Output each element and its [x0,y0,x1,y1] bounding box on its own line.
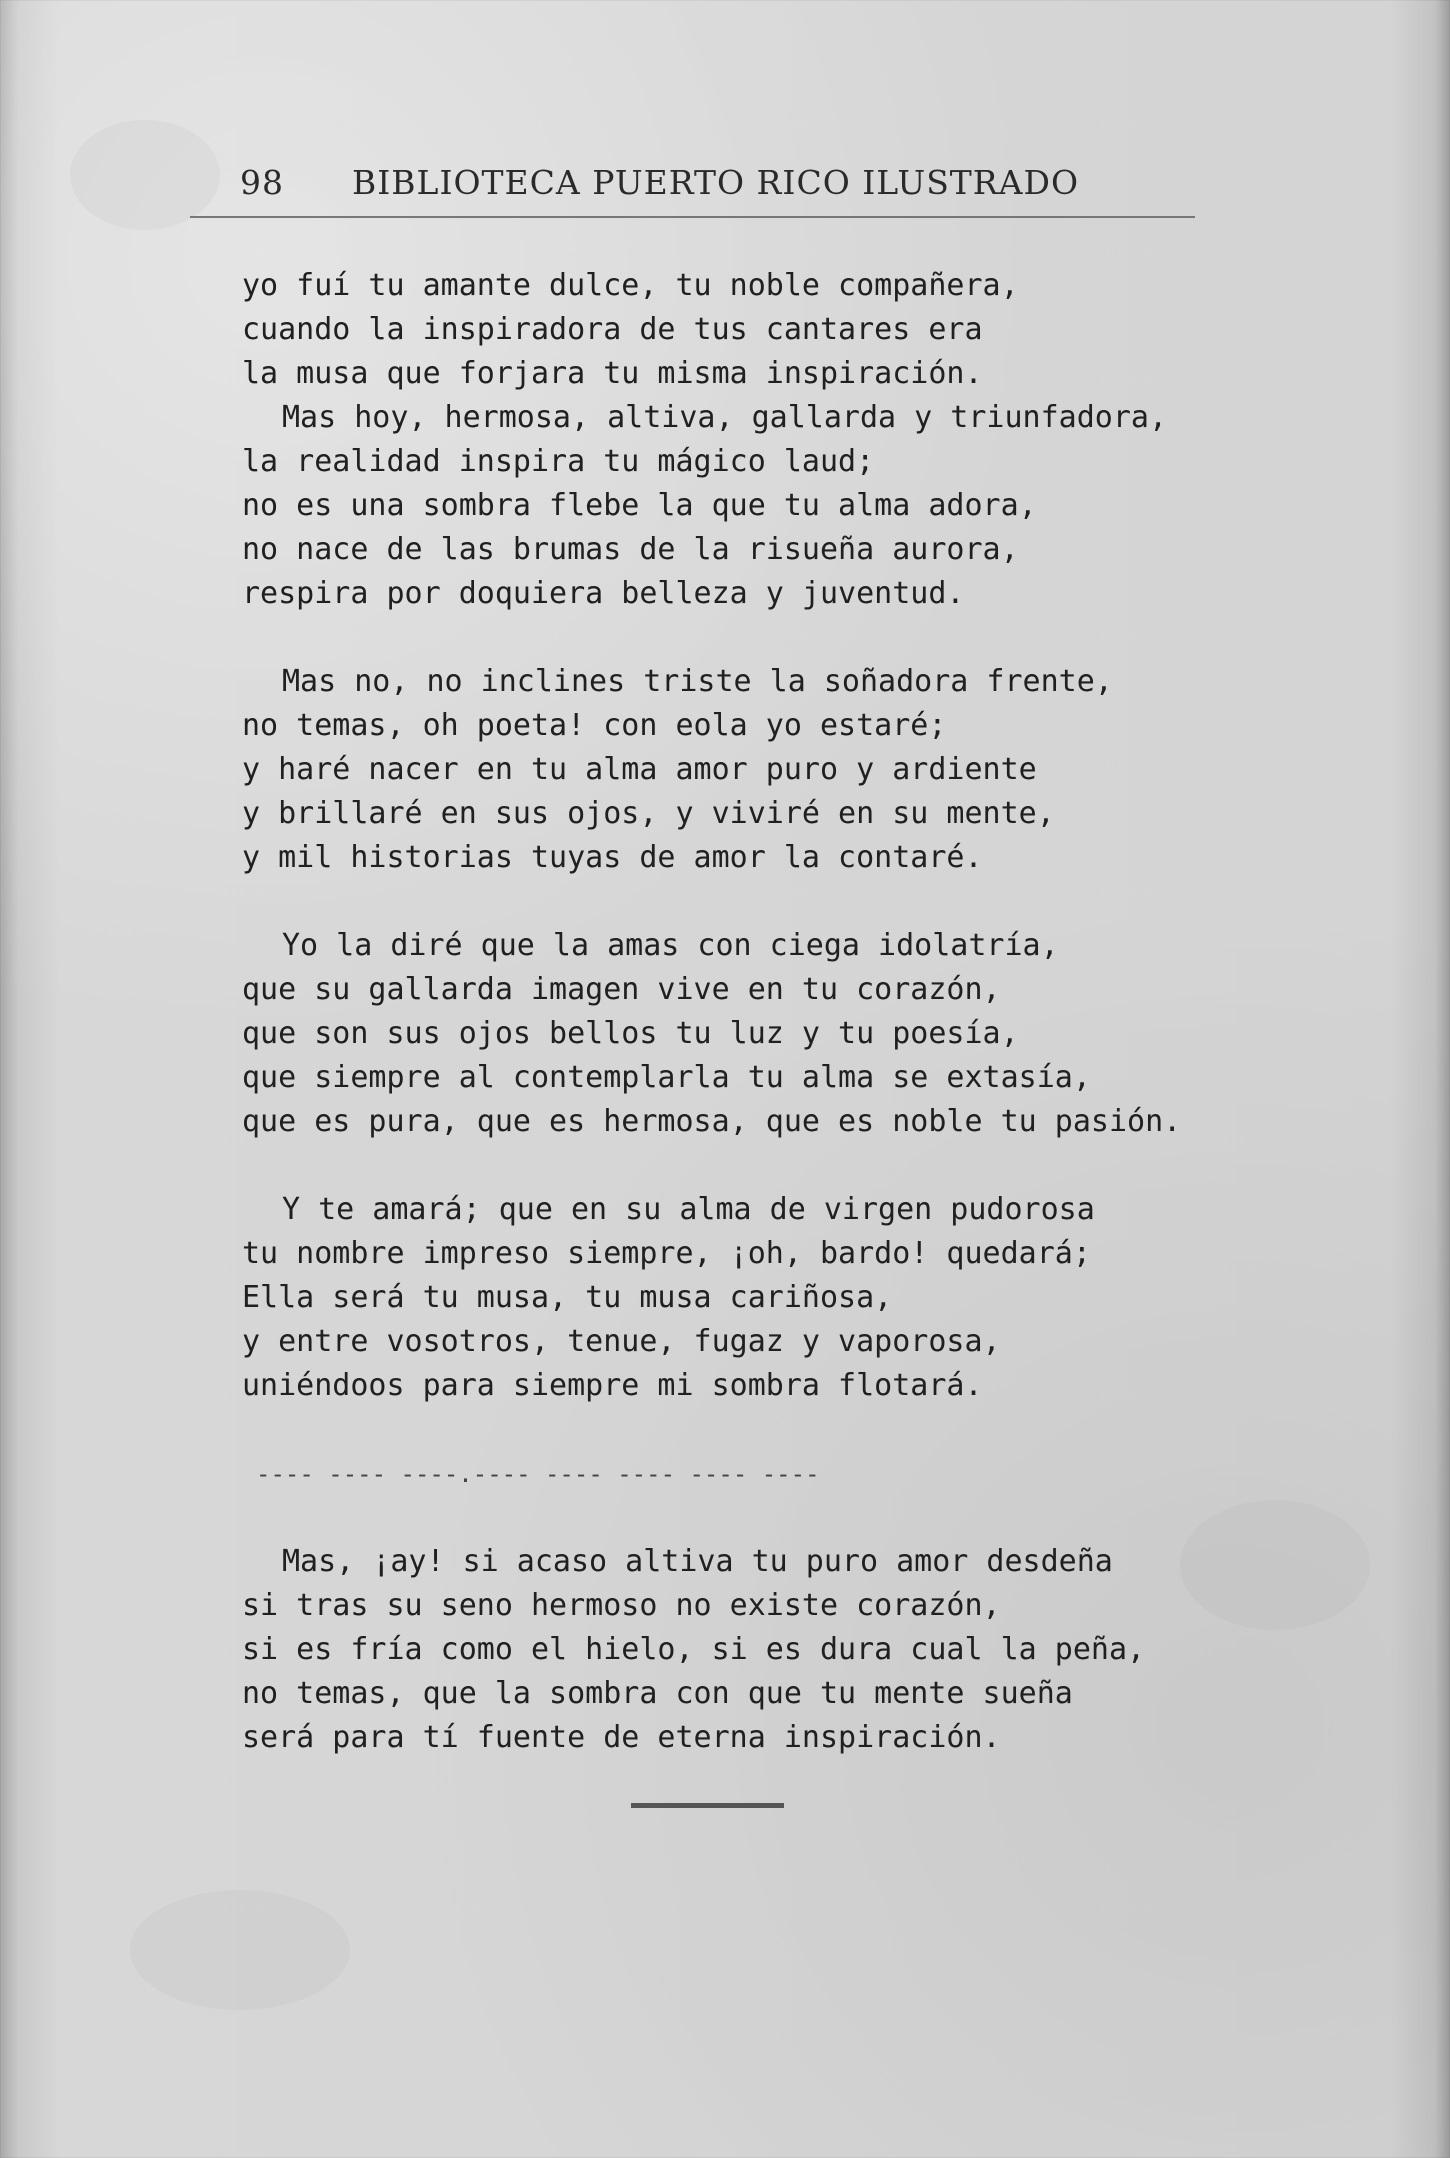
poem-line: si tras su seno hermoso no existe corazón, [242,1588,1001,1623]
poem-line: si es fría como el hielo, si es dura cual la peña, [242,1632,1146,1667]
poem-line: la musa que forjara tu misma inspiración. [242,356,983,391]
page-header [240,163,1160,202]
dashed-separator: ---- ---- ----.---- ---- ---- ---- ---- [256,1460,820,1488]
poem-line: que son sus ojos bellos tu luz y tu poesía, [242,1016,1019,1051]
poem-line: Mas hoy, hermosa, altiva, gallarda y triunfadora, [282,400,1168,435]
paper-spot [130,1890,350,2010]
poem-line: que siempre al contemplarla tu alma se extasía, [242,1060,1091,1095]
poem-line: y mil historias tuyas de amor la contaré. [242,840,983,875]
end-rule [631,1803,784,1808]
poem-line: no es una sombra flebe la que tu alma adora, [242,488,1037,523]
poem-line: y entre vosotros, tenue, fugaz y vaporosa, [242,1324,1001,1359]
poem-line: la realidad inspira tu mágico laud; [242,444,875,479]
poem-line: uniéndoos para siempre mi sombra flotará. [242,1368,983,1403]
paper-spot [1180,1500,1370,1630]
stanza-gap [242,1144,1162,1188]
poem-line: que su gallarda imagen vive en tu corazón, [242,972,1001,1007]
poem-line: yo fuí tu amante dulce, tu noble compañera, [242,268,1019,303]
stanza-gap [242,616,1162,660]
poem-line: Yo la diré que la amas con ciega idolatría, [282,928,1059,963]
poem-line: Ella será tu musa, tu musa cariñosa, [242,1280,893,1315]
poem-line: y haré nacer en tu alma amor puro y ardiente [242,752,1037,787]
paper-spot [70,120,220,230]
poem-line: no temas, oh poeta! con eola yo estaré; [242,708,947,743]
poem-line: tu nombre impreso siempre, ¡oh, bardo! quedará; [242,1236,1091,1271]
poem-text [242,264,1182,1760]
poem-line: Mas, ¡ay! si acaso altiva tu puro amor desdeña [282,1544,1113,1579]
stanza-gap [242,880,1162,924]
stanza-gap [242,1496,1162,1540]
poem-line: Y te amará; que en su alma de virgen pudorosa [282,1192,1095,1227]
poem-line: cuando la inspiradora de tus cantares era [242,312,983,347]
poem-line: y brillaré en sus ojos, y viviré en su mente, [242,796,1055,831]
poem-line: Mas no, no inclines triste la soñadora frente, [282,664,1113,699]
running-title: BIBLIOTECA PUERTO RICO ILUSTRADO [352,163,1079,202]
poem-line: respira por doquiera belleza y juventud. [242,576,965,611]
stanza-gap [242,1408,1162,1452]
poem-line: no temas, que la sombra con que tu mente sueña [242,1676,1073,1711]
poem-line: será para tí fuente de eterna inspiración. [242,1720,1001,1755]
poem-line: que es pura, que es hermosa, que es noble tu pasión. [242,1104,1182,1139]
header-rule [190,216,1195,218]
page-number: 98 [240,163,284,202]
poem-line: no nace de las brumas de la risueña aurora, [242,532,1019,567]
